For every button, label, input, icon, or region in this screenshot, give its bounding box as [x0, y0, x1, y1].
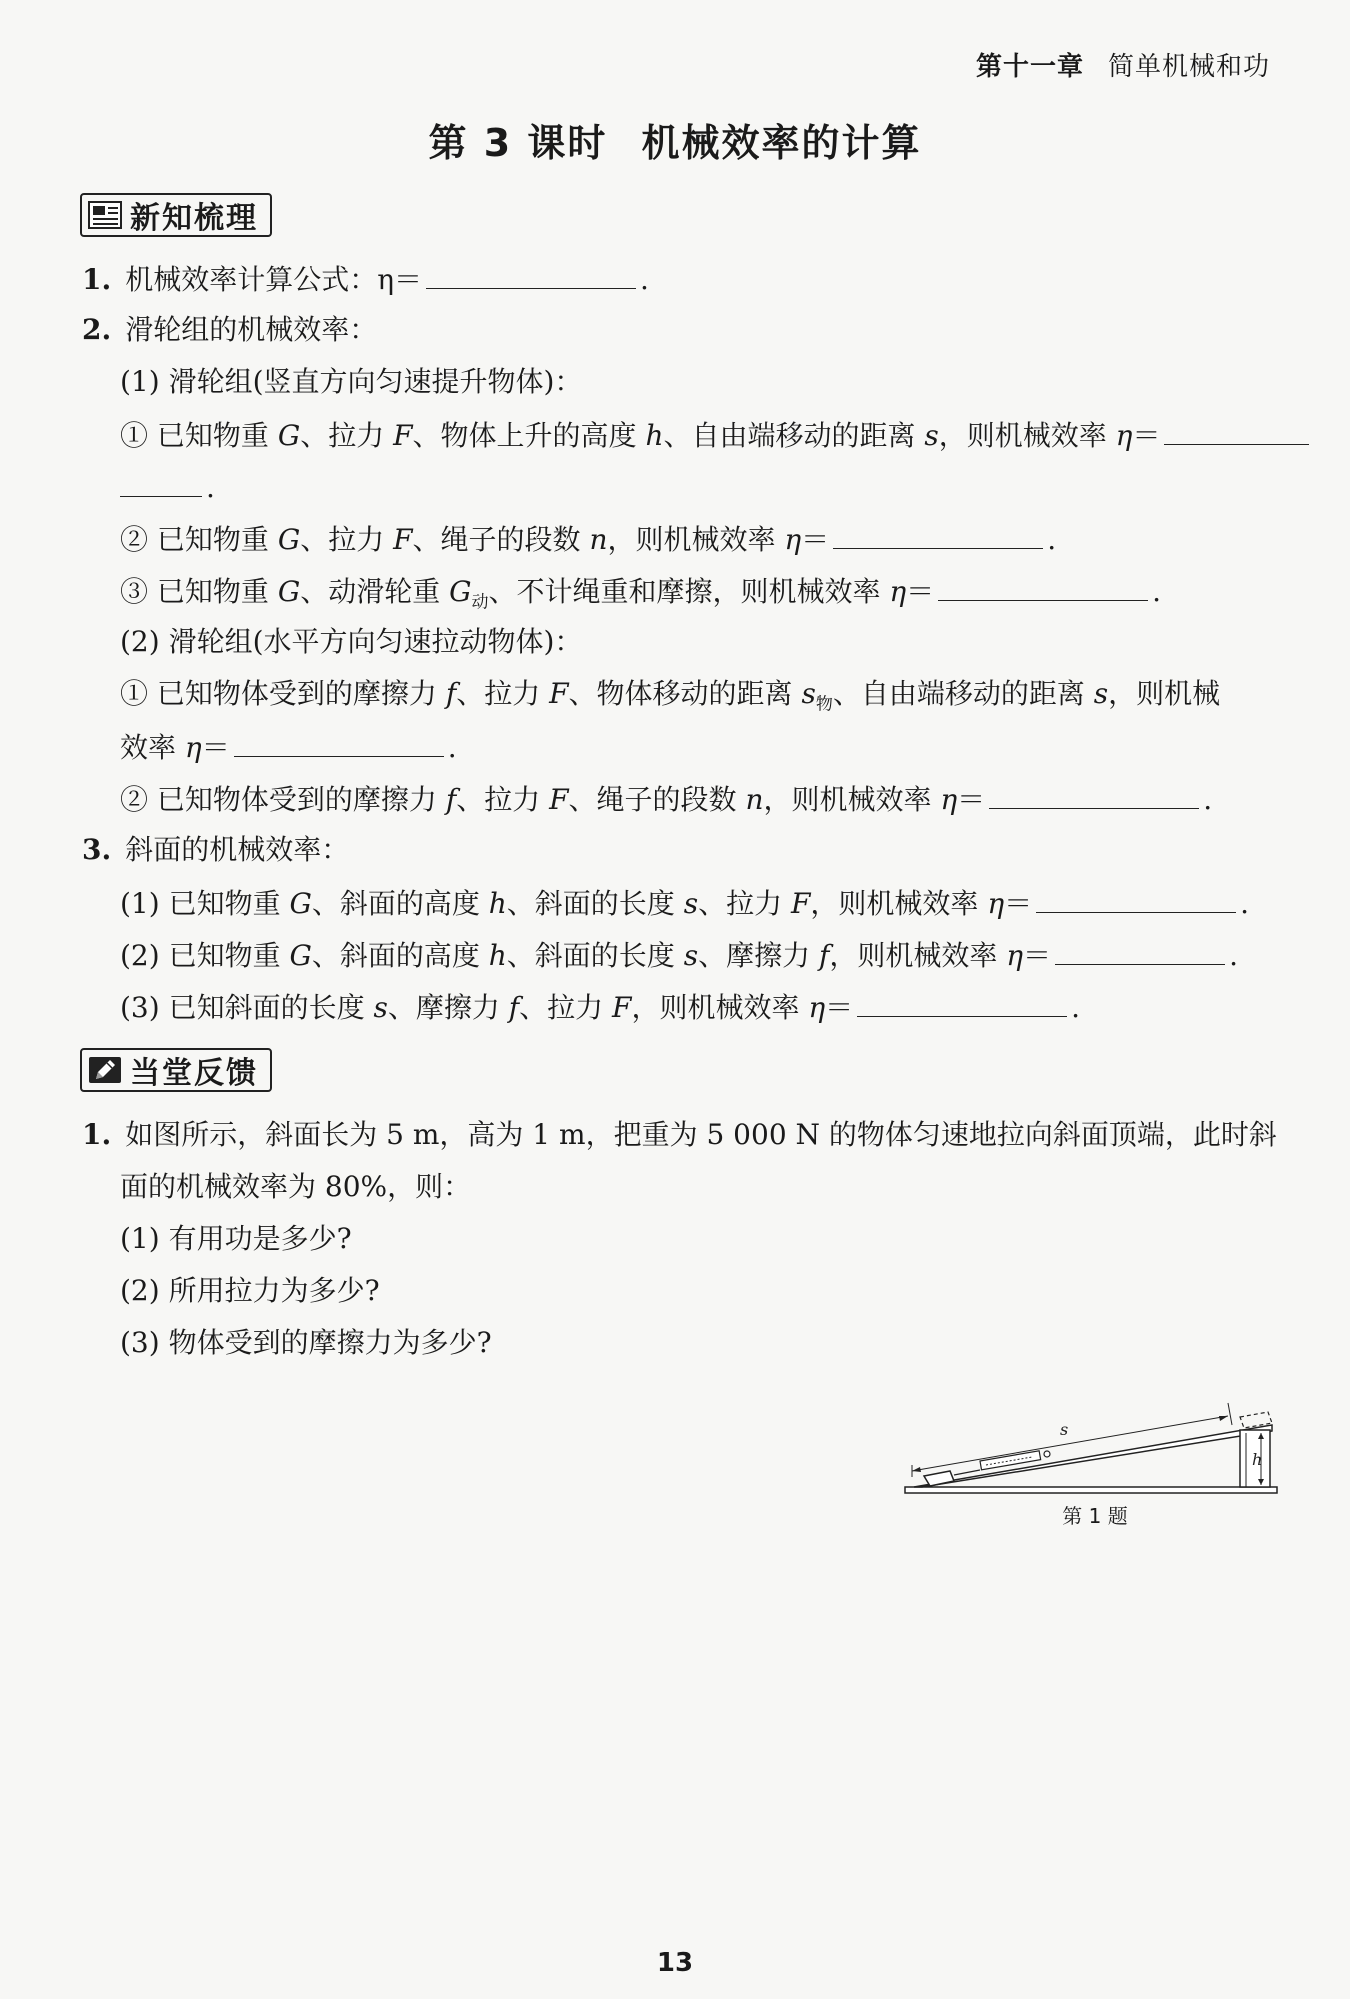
question-2-sub1-b: ② 已知物重 G、拉力 F、绳子的段数 n，则机械效率 η＝ .: [120, 518, 1272, 560]
lesson-topic: 机械效率的计算: [641, 121, 922, 165]
question-2-heading: 2. 滑轮组的机械效率：: [82, 313, 378, 346]
question-2-sub2-b: ② 已知物体受到的摩擦力 f、拉力 F、绳子的段数 n，则机械效率 η＝ .: [120, 778, 1272, 820]
question-2-sub2: (2) 滑轮组(水平方向匀速拉动物体)：: [120, 625, 583, 658]
question-3-b: (2) 已知物重 G、斜面的高度 h、斜面的长度 s、摩擦力 f，则机械效率 η＝ .: [120, 934, 1272, 976]
feedback-q1-part3: (3) 物体受到的摩擦力为多少?: [120, 1326, 492, 1359]
page-number: 13: [656, 1948, 694, 1978]
section-tag-new-knowledge: [80, 193, 272, 237]
label-s: s: [1060, 1420, 1069, 1439]
book-icon: [88, 200, 122, 230]
section-tag-feedback: [80, 1048, 272, 1092]
answer-blank[interactable]: [1055, 934, 1225, 965]
lesson-title: [0, 112, 1350, 167]
question-2-sub1: (1) 滑轮组(竖直方向匀速提升物体)：: [120, 365, 583, 398]
section-label: 新知梳理: [130, 201, 258, 236]
pencil-icon: [88, 1055, 122, 1085]
section-label: 当堂反馈: [130, 1056, 258, 1091]
answer-blank[interactable]: [1036, 882, 1236, 913]
question-3-c: (3) 已知斜面的长度 s、摩擦力 f、拉力 F，则机械效率 η＝ .: [120, 986, 1272, 1028]
question-2-sub2-a-cont: 效率 η＝ .: [120, 726, 1272, 768]
question-2-sub1-a: ① 已知物重 G、拉力 F、物体上升的高度 h、自由端移动的距离 s，则机械效率 η＝: [120, 414, 1272, 456]
question-2-sub1-c: ③ 已知物重 G、动滑轮重 $G_动$、不计绳重和摩擦，则机械效率 η＝ .: [120, 570, 1272, 623]
feedback-q1-line1: 1. 如图所示，斜面长为 5 m，高为 1 m，把重为 5 000 N 的物体匀速地拉向斜面顶端，此时斜: [82, 1118, 1277, 1151]
question-3-heading: 3. 斜面的机械效率：: [82, 833, 350, 866]
feedback-q1-part1: (1) 有用功是多少?: [120, 1222, 352, 1255]
incline-figure: [900, 1375, 1280, 1560]
answer-blank[interactable]: [833, 518, 1043, 549]
answer-blank[interactable]: [938, 570, 1148, 601]
question-2-sub2-a: ① 已知物体受到的摩擦力 f、拉力 F、物体移动的距离 $s_物$、自由端移动的距离 s，则机械: [120, 677, 1221, 715]
chapter-title: 简单机械和功: [1107, 52, 1270, 82]
answer-blank[interactable]: [857, 986, 1067, 1017]
question-1-formula: 1. 机械效率计算公式：η＝ .: [82, 258, 1272, 300]
answer-blank[interactable]: [989, 778, 1199, 809]
figure-caption: 第 1 题: [1062, 1504, 1128, 1528]
chapter-number: 第十一章: [975, 52, 1084, 82]
lesson-number: 第 3 课时: [428, 121, 608, 165]
feedback-q1-part2: (2) 所用拉力为多少?: [120, 1274, 380, 1307]
question-3-a: (1) 已知物重 G、斜面的高度 h、斜面的长度 s、拉力 F，则机械效率 η＝ .: [120, 882, 1272, 924]
answer-blank[interactable]: [234, 726, 444, 757]
answer-blank[interactable]: [426, 258, 636, 289]
answer-blank[interactable]: [120, 466, 202, 497]
incline-plank: [914, 1425, 1272, 1487]
running-header: [976, 46, 1270, 83]
object-block: [924, 1471, 954, 1486]
answer-blank[interactable]: [1164, 414, 1309, 445]
feedback-q1-line2: 面的机械效率为 80%，则：: [120, 1170, 472, 1203]
ground-plank: [905, 1487, 1277, 1493]
question-2-sub1-a-cont: .: [120, 466, 1272, 508]
label-h: h: [1252, 1450, 1263, 1469]
